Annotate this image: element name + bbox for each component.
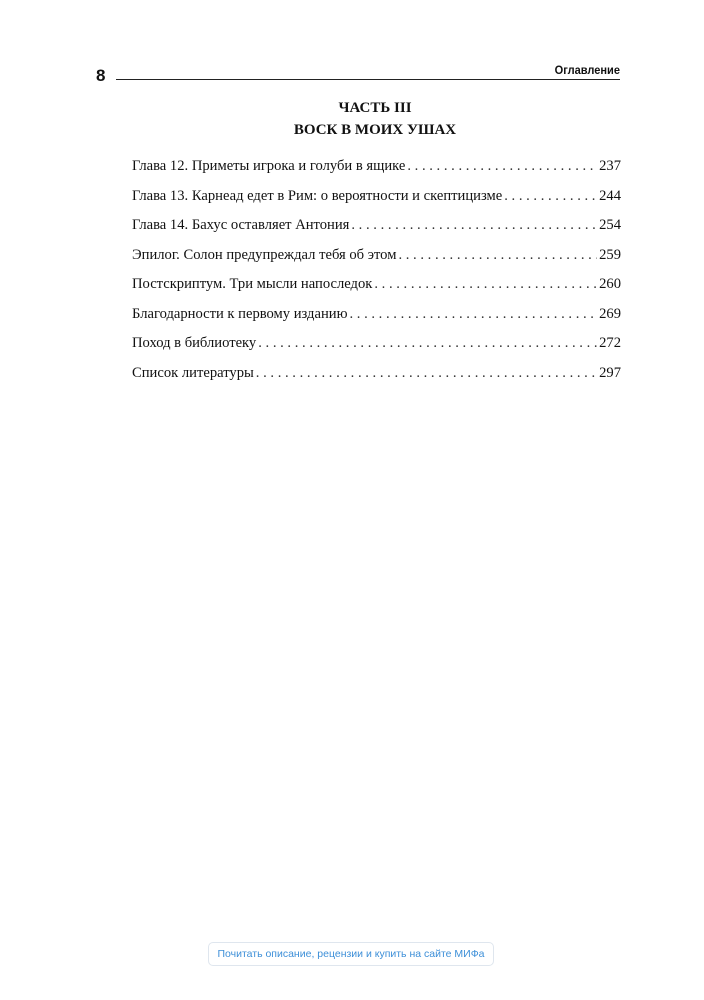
table-of-contents: [132, 157, 621, 393]
toc-dot-leader: [258, 334, 597, 352]
toc-entry: [132, 275, 621, 305]
running-head: Оглавление: [554, 63, 620, 77]
toc-dot-leader: [256, 364, 597, 382]
toc-entry-title: Постскриптум. Три мысли напоследок: [132, 276, 373, 292]
toc-dot-leader: [407, 157, 597, 175]
toc-entry: [132, 364, 621, 394]
buy-book-link[interactable]: Почитать описание, рецензии и купить на сайте МИФа: [208, 942, 494, 966]
toc-entry-page: 297: [599, 364, 621, 381]
toc-entry-page: 269: [599, 305, 621, 322]
toc-entry-page: 259: [599, 246, 621, 263]
toc-entry: [132, 216, 621, 246]
toc-dot-leader: [398, 246, 597, 264]
toc-dot-leader: [374, 275, 597, 293]
toc-entry-page: 260: [599, 276, 621, 292]
toc-entry: [132, 187, 621, 217]
toc-entry-title: Благодарности к первому изданию: [132, 305, 348, 322]
toc-entry-title: Эпилог. Солон предупреждал тебя об этом: [132, 246, 397, 263]
toc-entry: [132, 305, 621, 335]
toc-entry-page: 244: [599, 187, 621, 204]
toc-dot-leader: [504, 187, 597, 205]
toc-dot-leader: [351, 216, 597, 234]
toc-entry-title: Глава 13. Карнеад едет в Рим: о вероятности и скептицизме: [132, 187, 503, 204]
toc-dot-leader: [349, 305, 597, 323]
page-number: 8: [96, 66, 106, 85]
toc-entry: [132, 246, 621, 276]
toc-entry-page: 272: [599, 335, 621, 351]
header-rule: [116, 79, 620, 80]
toc-entry: [132, 157, 621, 187]
part-title: ВОСК В МОИХ УШАХ: [293, 122, 457, 138]
toc-entry: [132, 334, 621, 364]
toc-entry-title: Глава 14. Бахус оставляет Антония: [132, 217, 350, 233]
part-label: ЧАСТЬ III: [338, 100, 412, 116]
toc-entry-page: 254: [599, 217, 621, 233]
toc-entry-page: 237: [599, 158, 621, 174]
toc-entry-title: Глава 12. Приметы игрока и голуби в ящике: [132, 158, 406, 174]
toc-entry-title: Поход в библиотеку: [132, 335, 257, 351]
toc-entry-title: Список литературы: [132, 364, 254, 381]
